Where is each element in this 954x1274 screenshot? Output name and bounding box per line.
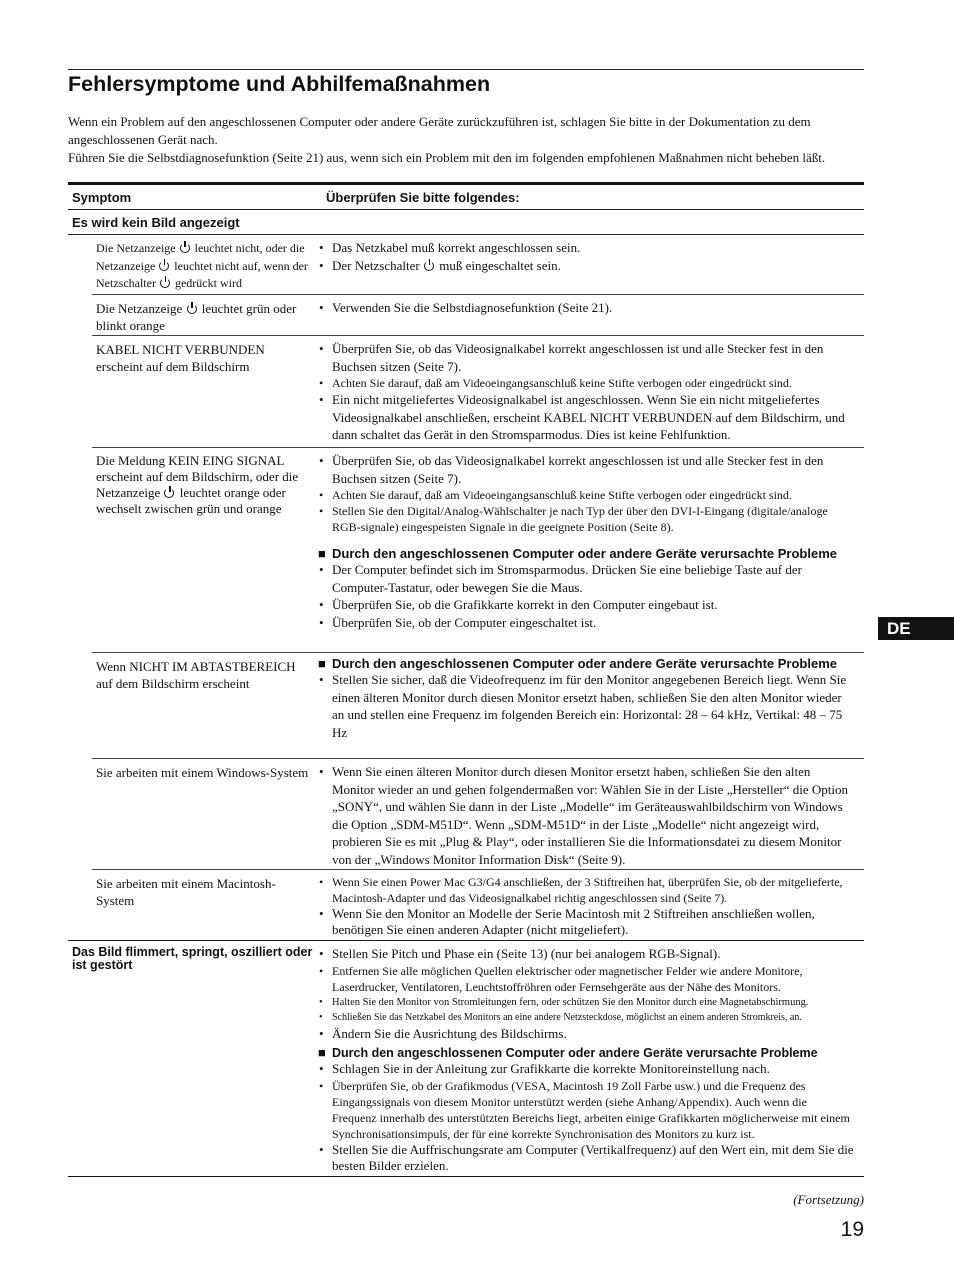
list-item: • Stellen Sie Pitch und Phase ein (Seite 13) (nur bei analogem RGB-Signal). bbox=[318, 945, 854, 963]
check-cell bbox=[318, 336, 864, 447]
symptom-text: leuchtet grün oder blinkt orange bbox=[96, 301, 297, 333]
power-icon bbox=[164, 487, 175, 498]
list-item: • Überprüfen Sie, ob der Computer eingeschaltet ist. bbox=[318, 614, 854, 632]
list-item: • Verwenden Sie die Selbstdiagnosefunktion (Seite 21). bbox=[318, 299, 854, 317]
square-bullet-icon: ■ bbox=[318, 1045, 326, 1060]
table-row bbox=[92, 759, 864, 870]
symptom-text: Die Netzanzeige bbox=[96, 301, 183, 316]
check-cell bbox=[318, 448, 864, 652]
list-item: • Schlagen Sie in der Anleitung zur Grafikkarte die korrekte Monitoreinstellung nach. bbox=[318, 1060, 854, 1078]
list-item: • Überprüfen Sie, ob die Grafikkarte korrekt in den Computer eingebaut ist. bbox=[318, 596, 854, 614]
power-icon bbox=[160, 277, 171, 288]
list-item: • Schließen Sie das Netzkabel des Monitors an eine andere Netzsteckdose, möglichst an einem anderen Stromkreis, an. bbox=[318, 1010, 854, 1025]
list-item: • Entfernen Sie alle möglichen Quellen elektrischer oder magnetischer Felder wie andere Monitore, Laserdrucker, Ventilatoren, Leuchtstoffröhren oder Fernsehgeräte aus der Nähe des Monitors. bbox=[318, 963, 854, 995]
list-item: • Stellen Sie die Auffrischungsrate am Computer (Vertikalfrequenz) auf den Wert ein, mit dem Sie die besten Bilder erzielen. bbox=[318, 1142, 854, 1174]
check-cell bbox=[318, 941, 864, 1176]
section-flicker: Das Bild flimmert, springt, oszilliert oder ist gestört bbox=[72, 945, 313, 972]
list-item: • Überprüfen Sie, ob das Videosignalkabel korrekt angeschlossen ist und alle Stecker fest in den Buchsen sitzen (Seite 7). bbox=[318, 340, 854, 375]
subheading bbox=[318, 1046, 854, 1060]
symptom-cell bbox=[92, 295, 318, 335]
list-item: • Wenn Sie einen älteren Monitor durch diesen Monitor ersetzt haben, schließen Sie den alten Monitor wieder an und gehen folgendermaßen vor: Wählen Sie in der Liste „Hersteller“ die Option „SONY“, und wählen Sie dann in der Liste „Modelle“ im Geräteauswahlbildschirm von Windows die Option „SDM-M51D“. Wenn „SDM-M51D“ in der Liste „Modelle“ nicht angezeigt wird, probieren Sie es mit „Plug & Play“, oder installieren Sie die Informationsdatei zu diesem Monitor von der „Windows Monitor Information Disk“ (Seite 9). bbox=[318, 763, 854, 868]
list-item: • Ein nicht mitgeliefertes Videosignalkabel ist angeschlossen. Wenn Sie ein nicht mitgeliefertes Videosignalkabel anschließen, erscheint KABEL NICHT VERBUNDEN auf dem Bildschirm, und dann schaltet das Gerät in den Stromsparmodus. Dies ist keine Fehlfunktion. bbox=[318, 391, 854, 444]
symptom-text: leuchtet nicht, oder die Netzanzeige bbox=[96, 241, 305, 273]
intro-paragraph-2: Führen Sie die Selbstdiagnosefunktion (Seite 21) aus, wenn sich ein Problem mit den im folgenden empfohlenen Maßnahmen nicht beheben läßt. bbox=[68, 150, 826, 165]
symptom-text: Die Netzanzeige bbox=[96, 241, 176, 255]
subheading-text: Durch den angeschlossenen Computer oder andere Geräte verursachte Probleme bbox=[332, 656, 837, 671]
table-row bbox=[68, 940, 864, 1177]
square-bullet-icon: ■ bbox=[318, 546, 326, 561]
symptom-cell: Sie arbeiten mit einem Windows-System bbox=[96, 765, 309, 780]
symptom-text: gedrückt wird bbox=[174, 276, 242, 290]
table-row bbox=[92, 295, 864, 336]
page-title: Fehlersymptome und Abhilfemaßnahmen bbox=[68, 72, 491, 96]
power-icon bbox=[180, 242, 191, 253]
symptom-cell: KABEL NICHT VERBUNDEN erscheint auf dem Bildschirm bbox=[96, 342, 265, 374]
item-text: Der Netzschalter bbox=[332, 257, 420, 273]
check-cell bbox=[318, 870, 864, 940]
subheading-text: Durch den angeschlossenen Computer oder andere Geräte verursachte Probleme bbox=[332, 1046, 818, 1060]
list-item: • Ändern Sie die Ausrichtung des Bildschirms. bbox=[318, 1025, 854, 1043]
list-item: • Überprüfen Sie, ob das Videosignalkabel korrekt angeschlossen ist und alle Stecker fest in den Buchsen sitzen (Seite 7). bbox=[318, 452, 854, 487]
item-text: muß eingeschaltet sein. bbox=[439, 257, 561, 273]
table-row bbox=[92, 870, 864, 940]
top-rule bbox=[68, 69, 864, 70]
symptom-cell: Wenn NICHT IM ABTASTBEREICH auf dem Bildschirm erscheint bbox=[96, 659, 296, 691]
check-cell bbox=[318, 653, 864, 758]
section-no-picture: Es wird kein Bild angezeigt bbox=[68, 210, 864, 235]
symptom-cell bbox=[92, 235, 318, 294]
symptom-cell bbox=[92, 448, 318, 652]
table-row bbox=[92, 336, 864, 448]
troubleshooting-table bbox=[68, 182, 864, 1177]
symptom-text: Die Meldung KEIN EING SIGNAL erscheint auf dem Bildschirm, oder die Netzanzeige bbox=[96, 453, 299, 500]
list-item: • Wenn Sie den Monitor an Modelle der Serie Macintosh mit 2 Stiftreihen anschließen wollen, benötigen Sie einen anderen Adapter (nicht mitgeliefert). bbox=[318, 906, 854, 938]
subheading bbox=[318, 657, 854, 671]
page-number: 19 bbox=[840, 1218, 864, 1241]
symptom-text: leuchtet orange oder wechselt zwischen grün und orange bbox=[96, 485, 286, 516]
power-icon bbox=[187, 303, 198, 314]
table-row bbox=[92, 235, 864, 295]
table-header bbox=[68, 185, 864, 210]
list-item: • Das Netzkabel muß korrekt angeschlossen sein. bbox=[318, 239, 854, 257]
intro-paragraph-1: Wenn ein Problem auf den angeschlossenen Computer oder andere Geräte zurückzuführen ist, schlagen Sie bitte in der Dokumentation zu dem angeschlossenen Gerät nach. bbox=[68, 114, 811, 147]
list-item: • Stellen Sie sicher, daß die Videofrequenz im für den Monitor angegebenen Bereich liegt. Wenn Sie einen älteren Monitor durch diesen Monitor ersetzt haben, schließen Sie den alten Monitor wieder an und stellen eine Frequenz im folgenden Bereich ein: Horizontal: 28 – 64 kHz, Vertikal: 48 – 75 Hz bbox=[318, 671, 854, 741]
list-item: • Achten Sie darauf, daß am Videoeingangsanschluß keine Stifte verbogen oder eingedrückt sind. bbox=[318, 487, 854, 503]
power-icon bbox=[159, 260, 170, 271]
symptom-text: leuchtet nicht auf, wenn der Netzschalter bbox=[96, 258, 308, 290]
table-row bbox=[92, 448, 864, 653]
check-cell bbox=[318, 295, 864, 335]
table-row bbox=[92, 653, 864, 759]
list-item: • Achten Sie darauf, daß am Videoeingangsanschluß keine Stifte verbogen oder eingedrückt sind. bbox=[318, 375, 854, 391]
list-item: • Halten Sie den Monitor von Stromleitungen fern, oder schützen Sie den Monitor durch eine Magnetabschirmung. bbox=[318, 995, 854, 1010]
check-cell bbox=[318, 759, 864, 869]
header-check: Überprüfen Sie bitte folgendes: bbox=[326, 189, 520, 205]
symptom-cell: Sie arbeiten mit einem Macintosh-System bbox=[96, 876, 276, 908]
list-item: • Der Computer befindet sich im Stromsparmodus. Drücken Sie eine beliebige Taste auf der Computer-Tastatur, oder bewegen Sie die Maus. bbox=[318, 561, 854, 596]
intro-text bbox=[68, 113, 868, 167]
language-tab: DE bbox=[878, 617, 954, 640]
header-symptom: Symptom bbox=[72, 189, 132, 205]
square-bullet-icon: ■ bbox=[318, 656, 326, 671]
list-item: • Stellen Sie den Digital/Analog-Wählschalter je nach Typ der über den DVI-I-Eingang (digitale/analoge RGB-signale) eingespeisten Signale in die geeignete Position (Seite 8). bbox=[318, 503, 854, 535]
subheading bbox=[318, 547, 854, 561]
list-item: • Überprüfen Sie, ob der Grafikmodus (VESA, Macintosh 19 Zoll Farbe usw.) und die Frequenz des Eingangssignals von diesem Monitor unterstützt werden (siehe Anhang/Appendix). Auch wenn die Frequenz innerhalb des unterstützten Bereichs liegt, arbeiten einige Grafikkarten möglicherweise mit einem Synchronisationsimpuls, der für eine korrekte Synchronisation des Monitors zu kurz ist. bbox=[318, 1078, 854, 1142]
continued-note: (Fortsetzung) bbox=[793, 1192, 864, 1207]
list-item: • Wenn Sie einen Power Mac G3/G4 anschließen, der 3 Stiftreihen hat, überprüfen Sie, ob der mitgelieferte, Macintosh-Adapter und das Videosignalkabel richtig angeschlossen sind (Seite 7). bbox=[318, 874, 854, 906]
power-icon bbox=[424, 260, 435, 271]
list-item bbox=[318, 257, 854, 275]
subheading-text: Durch den angeschlossenen Computer oder andere Geräte verursachte Probleme bbox=[332, 546, 837, 561]
check-cell bbox=[318, 235, 864, 294]
